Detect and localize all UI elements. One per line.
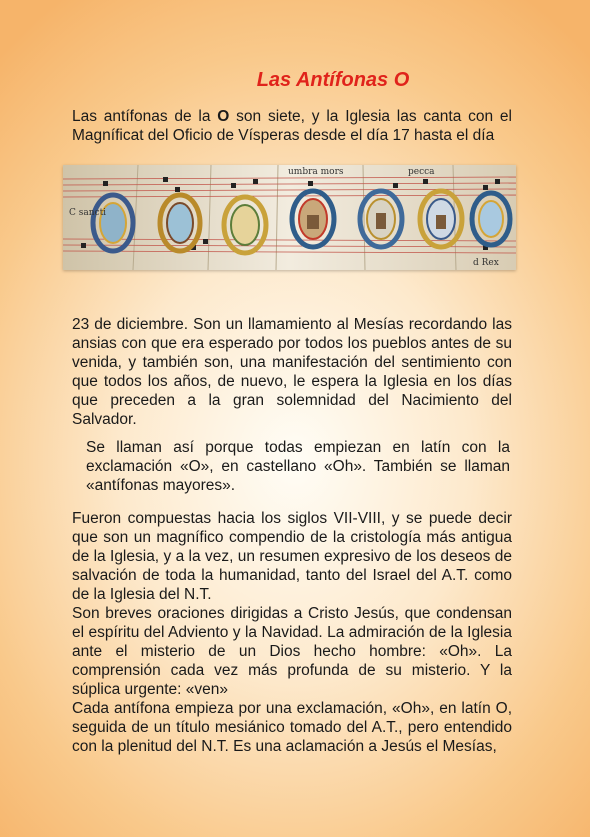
history-line-1: Fueron compuestas hacia los siglos VII-VIII, y se puede decir que son un magnífico compendio de la cristología más antigua de la Iglesia, y a la vez, un resumen expresivo de los deseos de salvación de toda la humanidad, tanto del Israel del A.T. como de la Iglesia del N.T.: [72, 510, 512, 603]
manuscript-text-left: C sancti: [69, 208, 107, 218]
manuscript-text-right: d Rex: [473, 258, 499, 268]
manuscript-illustration: [63, 165, 516, 270]
intro-bold-o: O: [217, 108, 230, 125]
history-line-2: Son breves oraciones dirigidas a Cristo Jesús, que condensan el espíritu del Adviento y la Navidad. La admiración de la Iglesia ante el misterio de un Dios hecho hombre: «Oh». La comprensión cada vez más profunda de su misterio. Y la súplica urgente: «ven»: [72, 605, 512, 698]
paragraph-dates: 23 de diciembre. Son un llamamiento al Mesías recordando las ansias con que era esperado por todos los pueblos antes de su venida, y también son, una manifestación del sentimiento con que todos los años, de nuevo, le espera la Iglesia en los días que preceden a la gran solemnidad del Nacimiento del Salvador.: [72, 316, 512, 428]
paragraph-history: [72, 509, 512, 756]
paragraph-name-origin: Se llaman así porque todas empiezan en latín con la exclamación «O», en castellano «Oh». También se llaman «antífonas mayores».: [86, 439, 510, 494]
illuminated-o-letters: [63, 165, 516, 270]
intro-text-start: Las antífonas de la: [72, 108, 218, 125]
intro-paragraph: [72, 107, 512, 145]
page-title: Las Antífonas O: [256, 69, 410, 91]
manuscript-text-mid1: umbra mors: [288, 167, 344, 177]
history-line-3: Cada antífona empieza por una exclamación, «Oh», en latín O, seguida de un título mesiánico tomado del A.T., pero entendido con la plenitud del N.T. Es una aclamación a Jesús el Mesías,: [72, 700, 512, 755]
intro-text-end: son siete, y la Iglesia las canta con el Magníficat del Oficio de Vísperas desde el día 17 hasta el día: [72, 108, 513, 144]
manuscript-text-mid2: pecca: [408, 167, 435, 177]
